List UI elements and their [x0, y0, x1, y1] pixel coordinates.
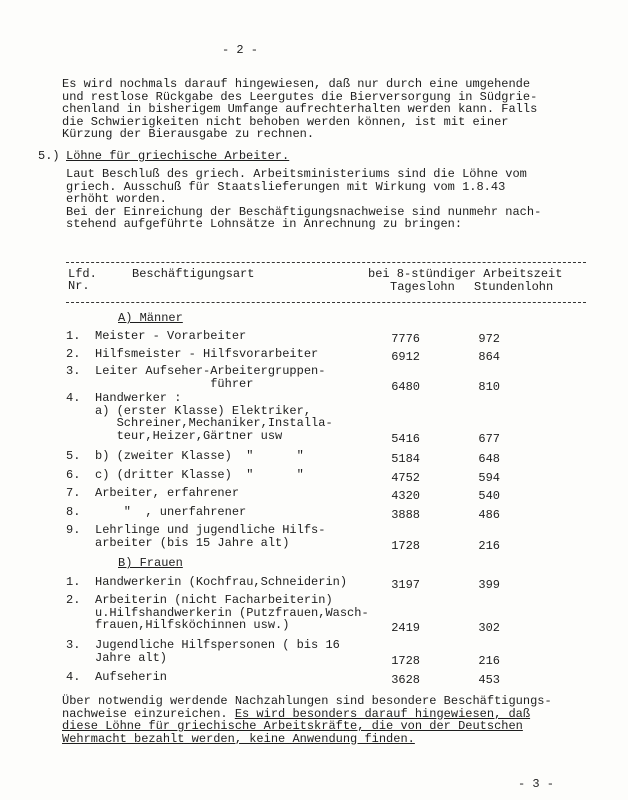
header-type: Beschäftigungsart [132, 267, 255, 281]
daily-wage: 7776 [391, 332, 420, 346]
hourly-wage: 302 [478, 621, 500, 635]
row-description: frauen,Hilfsköchinnen usw.) [95, 618, 290, 632]
hourly-wage: 594 [478, 471, 500, 485]
daily-wage: 5416 [391, 431, 420, 446]
hourly-wage: 810 [478, 379, 500, 394]
row-description: u.Hilfshandwerkerin (Putzfrauen,Wasch- [95, 605, 369, 620]
underlined-text: Wehrmacht bezahlt werden, keine Anwendung finden. [62, 731, 415, 746]
hourly-wage: 972 [478, 332, 500, 346]
daily-wage: 1728 [391, 653, 420, 668]
row-description: Leiter Aufseher-Arbeitergruppen- [95, 364, 326, 378]
row-description: " , unerfahrener [95, 505, 247, 519]
hourly-wage: 216 [478, 538, 500, 553]
section-number: 5.) [38, 149, 60, 163]
row-description: arbeiter (bis 15 Jahre alt) [95, 535, 290, 550]
paragraph-line: stehend aufgeführte Lohnsätze in Anrechnung zu bringen: [66, 217, 463, 231]
hourly-wage: 864 [478, 350, 500, 364]
paragraph-line [62, 733, 415, 745]
row-description: Aufseherin [95, 670, 168, 684]
paragraph-line: die Schwierigkeiten nicht behoben werden können, ist mit einer [62, 114, 509, 129]
row-number: 3. [66, 638, 81, 652]
page-number-footer: - 3 - [518, 777, 555, 791]
hourly-wage: 486 [478, 508, 500, 522]
row-description: Schreiner,Mechaniker,Installa- [95, 416, 333, 430]
hourly-wage: 399 [478, 578, 500, 592]
daily-wage: 3888 [391, 508, 420, 522]
hourly-wage: 453 [478, 673, 500, 687]
row-number: 2. [66, 593, 81, 607]
paragraph-line: erhöht worden. [66, 192, 167, 206]
paragraph-line [62, 720, 523, 732]
hourly-wage: 648 [478, 452, 500, 466]
row-description: Jahre alt) [95, 650, 168, 665]
row-description: teur,Heizer,Gärtner usw [95, 428, 283, 443]
row-description: c) (dritter Klasse) " " [95, 468, 304, 482]
row-description: Jugendliche Hilfspersonen ( bis 16 [95, 638, 340, 652]
row-description: Handwerker : [95, 391, 182, 405]
paragraph-line: chenland in bisherigem Umfange aufrechterhalten werden kann. Falls [62, 102, 538, 116]
row-number: 7. [66, 486, 81, 500]
row-description: Handwerkerin (Kochfrau,Schneiderin) [95, 575, 348, 589]
row-number: 4. [66, 391, 81, 405]
hourly-wage: 540 [478, 489, 500, 503]
group-label: B) Frauen [118, 556, 183, 570]
row-number: 9. [66, 523, 81, 537]
header-daily: Tageslohn [390, 280, 455, 294]
underlined-text: diese Löhne für griechische Arbeitskräfte, die von der Deutschen [62, 719, 523, 733]
header-nr: Nr. [68, 279, 90, 293]
daily-wage: 4752 [391, 471, 420, 485]
row-description: führer [95, 376, 254, 391]
row-number: 8. [66, 505, 81, 519]
paragraph-line: und restlose Rückgabe des Leergutes die Bierversorgung in Südgrie- [62, 89, 538, 104]
row-number: 2. [66, 347, 81, 361]
paragraph-line: Bei der Einreichung der Beschäftigungsnachweise sind nunmehr nach- [66, 204, 542, 219]
daily-wage: 3197 [391, 578, 420, 592]
header-hourly: Stundenlohn [474, 280, 554, 294]
paragraph-line: Kürzung der Bierausgabe zu rechnen. [62, 127, 315, 141]
underlined-text: Es wird besonders darauf hingewiesen, daß [234, 706, 531, 721]
row-description: a) (erster Klasse) Elektriker, [95, 403, 312, 418]
hourly-wage: 216 [478, 653, 500, 668]
row-description: Lehrlinge und jugendliche Hilfs- [95, 523, 326, 537]
daily-wage: 3628 [391, 673, 420, 687]
header-group: bei 8-stündiger Arbeitszeit [368, 267, 563, 281]
daily-wage: 4320 [391, 489, 420, 503]
header-lfd: Lfd. [68, 267, 97, 281]
row-number: 1. [66, 329, 81, 343]
hourly-wage: 677 [478, 431, 500, 446]
table-header-rule [66, 302, 586, 303]
daily-wage: 6912 [391, 350, 420, 364]
row-number: 3. [66, 364, 81, 378]
section-title: Löhne für griechische Arbeiter. [66, 149, 290, 163]
row-description: b) (zweiter Klasse) " " [95, 449, 304, 463]
row-number: 4. [66, 670, 81, 684]
row-number: 6. [66, 468, 81, 482]
paragraph-line [62, 695, 552, 707]
daily-wage: 2419 [391, 621, 420, 635]
daily-wage: 1728 [391, 538, 420, 553]
row-description: Arbeiter, erfahrener [95, 486, 240, 500]
row-number: 1. [66, 575, 81, 589]
page-number-header: - 2 - [222, 43, 259, 57]
daily-wage: 5184 [391, 452, 420, 466]
paragraph-line: griech. Ausschuß für Staatslieferungen mit Wirkung vom 1.8.43 [66, 179, 506, 194]
plain-text: nachweise einzureichen. [62, 706, 235, 721]
paragraph-line: Es wird nochmals darauf hingewiesen, daß nur durch eine umgehende [62, 77, 531, 91]
row-description: Hilfsmeister - Hilfsvorarbeiter [95, 347, 319, 361]
group-label: A) Männer [118, 311, 183, 325]
row-description: Meister - Vorarbeiter [95, 329, 247, 343]
plain-text: Über notwendig werdende Nachzahlungen sind besondere Beschäftigungs- [62, 694, 552, 708]
paragraph-line [62, 708, 530, 720]
daily-wage: 6480 [391, 379, 420, 394]
table-top-rule [66, 262, 586, 263]
paragraph-line: Laut Beschluß des griech. Arbeitsministeriums sind die Löhne vom [66, 167, 527, 181]
row-description: Arbeiterin (nicht Facharbeiterin) [95, 593, 333, 607]
row-number: 5. [66, 449, 81, 463]
